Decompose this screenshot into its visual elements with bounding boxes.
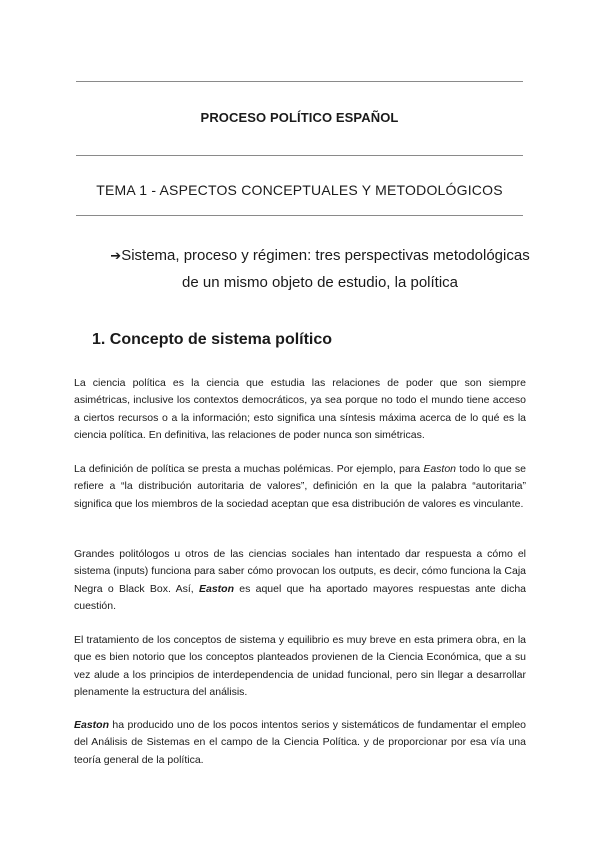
document-title: PROCESO POLÍTICO ESPAÑOL bbox=[200, 110, 399, 125]
title-divider bbox=[76, 155, 523, 156]
paragraph-5-text: ha producido uno de los pocos intentos serios y sistemáticos de fundamentar el empleo del Análisis de Sistemas en el campo de la Ciencia Política. y de proporcionar por esa vía una teoría general de la política. bbox=[74, 719, 526, 766]
top-divider bbox=[76, 81, 523, 82]
paragraph-2-text-a: La definición de política se presta a muchas polémicas. Por ejemplo, para bbox=[74, 463, 424, 475]
paragraph-3 bbox=[74, 546, 526, 615]
paragraph-4 bbox=[74, 632, 526, 701]
easton-name: Easton bbox=[198, 582, 234, 595]
topic-heading: TEMA 1 - ASPECTOS CONCEPTUALES Y METODOLÓGICOS bbox=[96, 182, 503, 198]
paragraph-1-text: La ciencia política es la ciencia que estudia las relaciones de poder que son siempre asimétricas, inclusive los contextos democráticos, ya sea porque no todo el mundo tiene acceso a ciertos recursos o a la información; esto significa una síntesis máxima acerca de lo qué es la ciencia política. En definitiva, las relaciones de poder nunca son simétricas. bbox=[74, 377, 526, 441]
section-heading: 1. Concepto de sistema político bbox=[92, 331, 333, 348]
paragraph-2 bbox=[74, 461, 526, 513]
paragraph-5 bbox=[74, 717, 526, 769]
easton-name: Easton bbox=[74, 719, 110, 731]
subtitle-text: Sistema, proceso y régimen: tres perspectivas metodológicas de un mismo objeto de estudio, la política bbox=[121, 247, 530, 291]
paragraph-4-text: El tratamiento de los conceptos de sistema y equilibrio es muy breve en esta primera obra, en la que es bien notorio que los conceptos planteados provienen de la Ciencia Económica, que a su vez alude a los principios de interdependencia de unidad funcional, pero sin llegar a desarrollar plenamente la estructura del análisis. bbox=[74, 634, 526, 698]
topic-divider bbox=[76, 215, 523, 216]
arrow-icon: ➔ bbox=[110, 249, 122, 264]
paragraph-3-text-a: Grandes politólogos u otros de las ciencias sociales han intentado dar respuesta a cómo el sistema (inputs) funciona para saber cómo provocan los outputs, es decir, cómo funciona la Caja Negra o Black Box. Así, bbox=[74, 548, 526, 595]
paragraph-3-text-b: es aquel que ha aportado mayores respuestas ante dicha cuestión. bbox=[74, 582, 527, 612]
subtitle bbox=[100, 243, 540, 296]
paragraph-2-text-b: todo lo que se refiere a “la distribución autoritaria de valores”, definición en la que la palabra “autoritaria” significa que los miembros de la sociedad aceptan que esa distribución de valores es vinculante. bbox=[74, 463, 526, 510]
easton-name: Easton bbox=[423, 463, 457, 475]
paragraph-1 bbox=[74, 375, 526, 444]
